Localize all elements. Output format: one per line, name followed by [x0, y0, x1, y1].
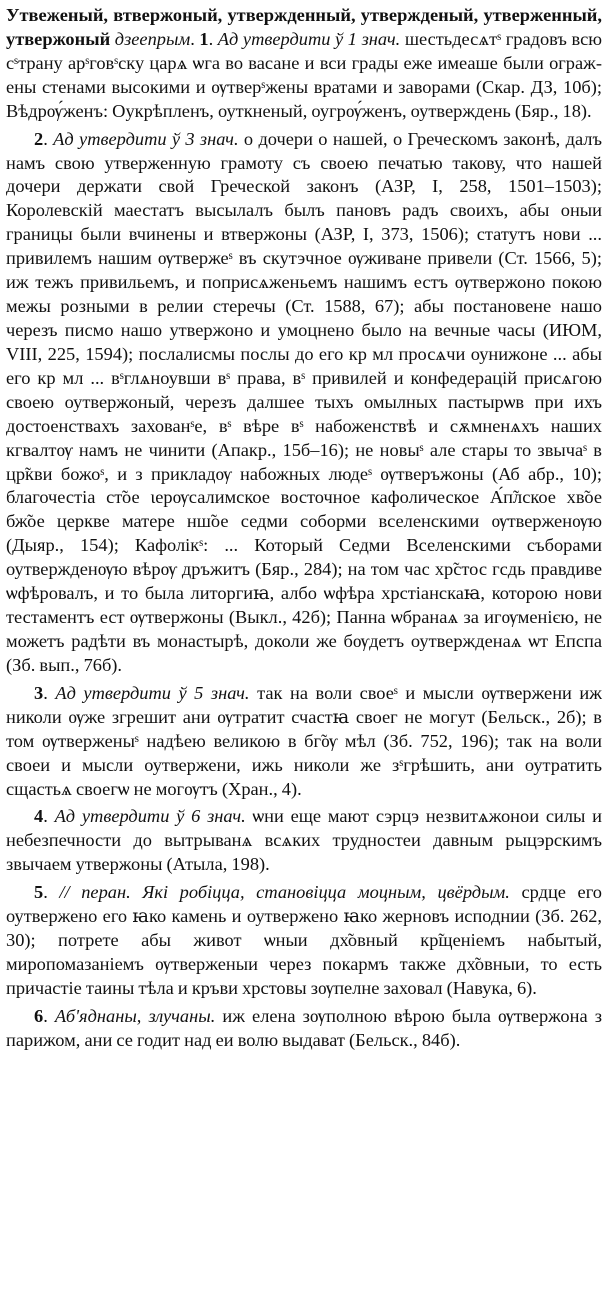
sense-label: Аб'яднаны, злучаны.	[54, 1005, 216, 1026]
sense-label: Ад утвердити ў 3 знач.	[53, 128, 239, 149]
sense-label: // перан. Які робіцца, становіцца моцным, цвёрдым.	[59, 882, 510, 903]
sense-number: 4	[34, 806, 44, 827]
entry-intro: Утвеженый, втвержоный, утвержденный, утвержденый, утверженный, утвержоный дзеепрым. 1. Ад утвердити ў 1 знач. шестьдесѧтˢ градовъ всю сˢтрану арˢговˢску царѧ ѡга во васане и вси грады еже имеаше были огражены стенами высокими и ѹтверˢжены вратами и заворами (Скар. ДЗ, 10б); Вѣдрѹ́женъ: Оукрѣпленъ, оуткненый, оугрѹ́женъ, оутверждень (Бяр., 18).	[6, 5, 602, 121]
sense-text: о дочери о нашей, о Греческомъ законѣ, далъ намъ свою утверженную грамоту съ своею печатью такову, что нашей дочери держати свой Греческой законъ (АЗР, I, 258, 1501–1503); Королевскій маестатъ высылалъ былъ пановъ радъ своихъ, абы оныи границы были вчинены и втвержоны (АЗР, I, 373, 1506); статутъ нови ... привилемъ нашим ѹтвержеˢ въ скутэчное ѹживане привели (Ст. 1566, 5); иж тежъ привильемъ, и поприсѧженьемъ нашимъ естъ ѹтвержоно покою межы розными в релии стеречы (Ст. 1588, 67); абы постановене нашо черезъ писмо нашо утвержоно и умоцнено было на вечные часы (ИЮМ, VIII, 225, 1594); послалисмы послы до его кр мл просѧчи оунижоне ... абы его кр мл ... вˢглѧноувши вˢ права, вˢ привилей и конфедерацій присѧгою своею оутвержоный, черезъ далшее тыхъ омылных пастырѡв при ихъ достоенствахъ захованˢе, вˢ вѣре вˢ набоженствѣ и сѫмненѧхъ наших кгвалтѹ намъ не чинити (Апакр., 15б–16); не новыˢ але стары то звычаˢ в цр̃кви божоˢ, и з прикладѹ набожных людеˢ ѹтверъжоны (Аб абр., 10); благочестіа ст̃ое ιерѹсалимское восточное кафолическое А́п̃лское хв̃ое бж̃ое церкве матере нш̃ое седми соборми вселенскими ѹтверженѹю (Дыяр., 154); Кафолікˢ: ... Который Седми Вселенскими съборами оутвержденѹю вѣрѹ дръжитъ (Бяр., 284); на том час хр̃стос гсдь правдиве ѡфѣровалъ, и то была литоргиꙗ, албо ѡфѣра хрстіанскаꙗ, которою нови тестаментъ ест ѹтвержоны (Выкл., 42б); Панна ѡбранаѧ за игѹменією, не можетъ радѣти въ монастырѣ, доколи же бѹдетъ оутвержденаѧ ѡт Епспа (Зб. вып., 76б).	[6, 128, 602, 675]
sense-number: 1	[199, 28, 209, 49]
sense-5: 5. // перан. Які робіцца, становіцца моцным, цвёрдым. срдце его оутвержено его ꙗко камень и оутвержено ꙗко жерновъ исподнии (Зб. 262, 30); потрете абы живот ѡныи дх̃овный кр̃щеніемъ набытый, миропомазаніемъ ѹтверженыи через покармъ такжe дх̃овныи, то есть причастіе таины тѣла и кръви хрстовы зѹпелне заховал (Навука, 6).	[6, 882, 602, 998]
sense-text: шестьдесѧтˢ градовъ всю сˢтрану арˢговˢску царѧ ѡга во васане и вси грады еже имеаше были огражены стенами высокими и ѹтверˢжены вратами и заворами (Скар. ДЗ, 10б); Вѣдрѹ́женъ: Оукрѣпленъ, оуткненый, оугрѹ́женъ, оутверждень (Бяр., 18).	[6, 28, 602, 121]
sense-number: 5	[34, 882, 44, 903]
headword: Утвеженый, втвержоный, утвержденный, утвержденый, утверженный, утвержоный	[6, 5, 602, 49]
sense-text: так на воли своеˢ и мысли ѹтвержени иж николи ѹже згрешит ани ѹтратит счастꙗ своег не могут (Бельск., 2б); в том ѹтверженыˢ надѣею великою в бг̃ѹ мѣл (Зб. 752, 196); так на воли своеи и мысли оутвержени, ижь николи же зˢгрѣшить, ани оутратить сщастьѧ своегѡ не могѹтъ (Хран., 4).	[6, 682, 602, 799]
sense-3: 3. Ад утвердити ў 5 знач. так на воли своеˢ и мысли ѹтвержени иж николи ѹже згрешит ани ѹтратит счастꙗ своег не могут (Бельск., 2б); в том ѹтверженыˢ надѣею великою в бг̃ѹ мѣл (Зб. 752, 196); так на воли своеи и мысли оутвержени, ижь николи же зˢгрѣшить, ани оутратить сщастьѧ своегѡ не могѹтъ (Хран., 4).	[6, 682, 602, 799]
sense-number: 2	[34, 128, 44, 149]
sense-2: 2. Ад утвердити ў 3 знач. о дочери о нашей, о Греческомъ законѣ, далъ намъ свою утверженную грамоту съ своею печатью такову, что нашей дочери держати свой Греческой законъ (АЗР, I, 258, 1501–1503); Королевскій маестатъ высылалъ былъ пановъ радъ своихъ, абы оныи границы были вчинены и втвержоны (АЗР, I, 373, 1506); статутъ нови ... привилемъ нашим ѹтвержеˢ въ скутэчное ѹживане привели (Ст. 1566, 5); иж тежъ привильемъ, и поприсѧженьемъ нашимъ естъ ѹтвержоно покою межы розными в релии стеречы (Ст. 1588, 67); абы постановене нашо черезъ писмо нашо утвержоно и умоцнено было на вечные часы (ИЮМ, VIII, 225, 1594); послалисмы послы до его кр мл просѧчи оунижоне ... абы его кр мл ... вˢглѧноувши вˢ права, вˢ привилей и конфедерацій присѧгою своею оутвержоный, черезъ далшее тыхъ омылных пастырѡв при ихъ достоенствахъ захованˢе, вˢ вѣре вˢ набоженствѣ и сѫмненѧхъ наших кгвалтѹ намъ не чинити (Апакр., 15б–16); не новыˢ але стары то звычаˢ в цр̃кви божоˢ, и з прикладѹ набожных людеˢ ѹтверъжоны (Аб абр., 10); благочестіа ст̃ое ιерѹсалимское восточное кафолическое А́п̃лское хв̃ое бж̃ое церкве матере нш̃ое седми соборми вселенскими ѹтверженѹю (Дыяр., 154); Кафолікˢ: ... Который Седми Вселенскими съборами оутвержденѹю вѣрѹ дръжитъ (Бяр., 284); на том час хр̃стос гсдь правдиве ѡфѣровалъ, и то была литоргиꙗ, албо ѡфѣра хрстіанскаꙗ, которою нови тестаментъ ест ѹтвержоны (Выкл., 42б); Панна ѡбранаѧ за игѹменією, не можетъ радѣти въ монастырѣ, доколи же бѹдетъ оутвержденаѧ ѡт Епспа (Зб. вып., 76б).	[6, 128, 602, 675]
sense-text: ѡни еще мают сэрцэ незвитѧжонои силы и небезпечности до вытрыванѧ всѧких трудностеи давным рыцэрскимъ звычаем утвержоны (Атыла, 198).	[6, 806, 602, 875]
part-of-speech: дзеепрым	[114, 28, 191, 49]
sense-6: 6. Аб'яднаны, злучаны. иж елена зѹполною вѣрою была ѹтвержона з парижом, ани се годит над еи волю выдават (Бельск., 84б).	[6, 1005, 602, 1050]
sense-text: иж елена зѹполною вѣрою была ѹтвержона з парижом, ани се годит над еи волю выдават (Бельск., 84б).	[6, 1005, 602, 1050]
sense-text: срдце его оутвержено его ꙗко камень и оутвержено ꙗко жерновъ исподнии (Зб. 262, 30); потрете абы живот ѡныи дх̃овный кр̃щеніемъ набытый, миропомазаніемъ ѹтверженыи через покармъ такжe дх̃овныи, то есть причастіе таины тѣла и кръви хрстовы зѹпелне заховал (Навука, 6).	[6, 882, 602, 998]
sense-number: 6	[34, 1005, 44, 1026]
sense-label: Ад утвердити ў 1 знач.	[217, 28, 401, 49]
sense-label: Ад утвердити ў 6 знач.	[54, 806, 246, 827]
sense-4: 4. Ад утвердити ў 6 знач. ѡни еще мают сэрцэ незвитѧжонои силы и небезпечности до вытрыванѧ всѧких трудностеи давным рыцэрскимъ звычаем утвержоны (Атыла, 198).	[6, 806, 602, 875]
sense-label: Ад утвердити ў 5 знач.	[55, 682, 250, 703]
sense-number: 3	[34, 682, 44, 703]
